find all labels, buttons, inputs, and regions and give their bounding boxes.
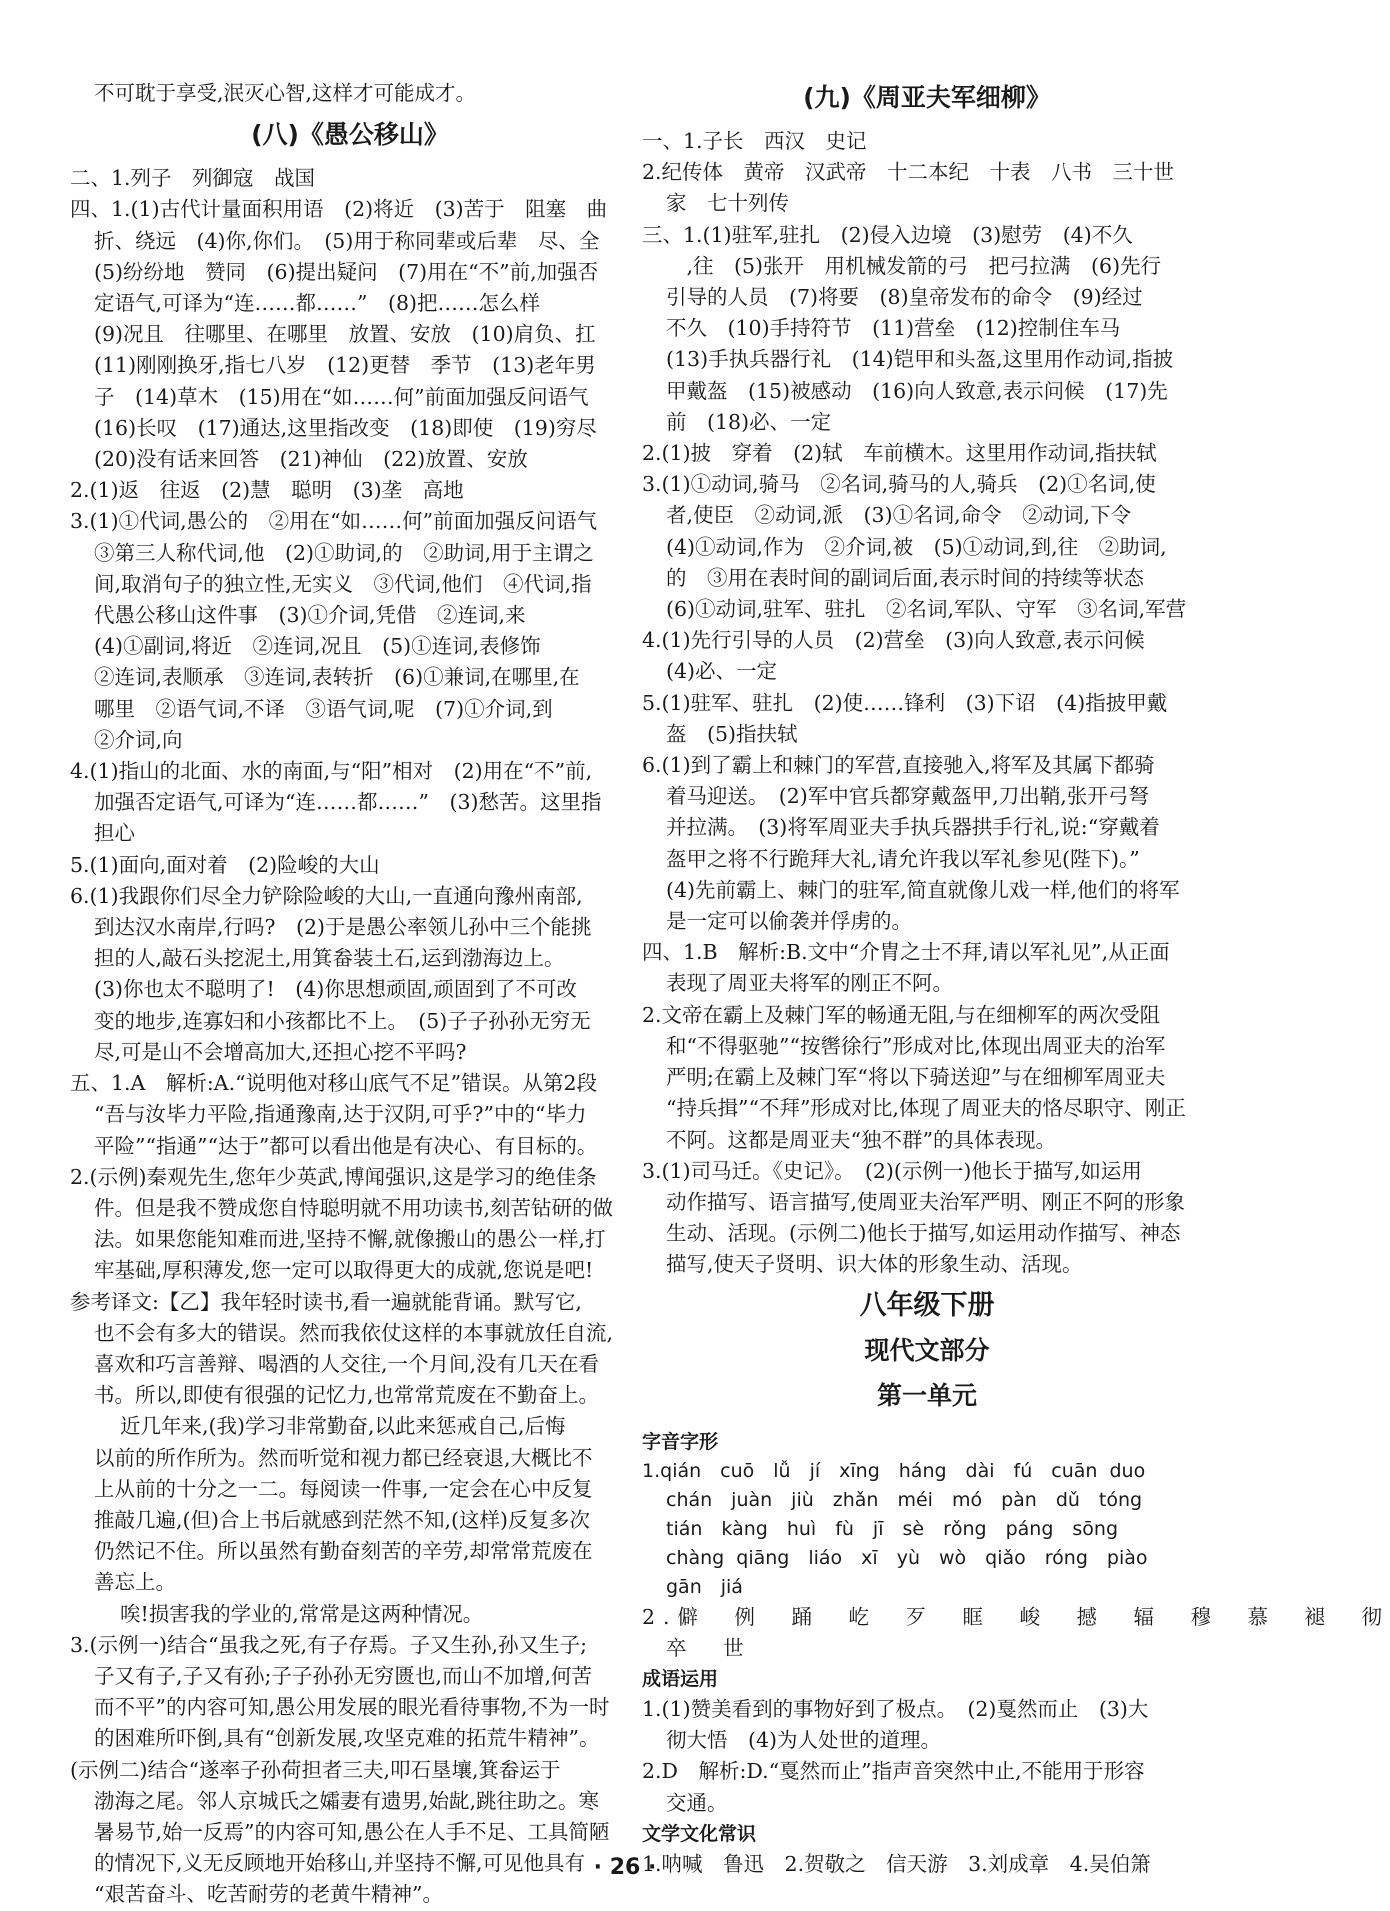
answer-line: 代愚公移山这件事 (3)①介词,凭借 ②连词,来 xyxy=(94,603,526,628)
answer-line: 交通。 xyxy=(666,1790,728,1815)
answer-line: 参考译文:【乙】我年轻时读书,看一遍就能背诵。默写它, xyxy=(70,1289,582,1314)
answer-line: 善忘上。 xyxy=(94,1570,176,1595)
section-title-zhouyafu: (九)《周亚夫军细柳》 xyxy=(803,83,1051,112)
answer-line: 4.(1)先行引导的人员 (2)营垒 (3)向人致意,表示问候 xyxy=(642,628,1145,653)
answer-line: 四、1.B 解析:B.文中“介胄之士不拜,请以军礼见”,从正面 xyxy=(642,940,1170,965)
answer-line: 喜欢和巧言善辩、喝酒的人交往,一个月间,没有几天在看 xyxy=(94,1351,600,1376)
answer-line: chán juàn jiù zhǎn méi mó pàn dǔ tóng xyxy=(666,1488,1143,1511)
answer-line: 不久 (10)手持符节 (11)营垒 (12)控制住车马 xyxy=(666,316,1121,341)
answer-line: 5.(1)驻军、驻扎 (2)使……锋利 (3)下诏 (4)指披甲戴 xyxy=(642,690,1168,715)
answer-line: 3.(1)①动词,骑马 ②名词,骑马的人,骑兵 (2)①名词,使 xyxy=(642,472,1156,497)
answer-line: “持兵揖”“不拜”形成对比,体现了周亚夫的恪尽职守、刚正 xyxy=(666,1096,1186,1121)
answer-line: 暑易节,始一反焉”的内容可知,愚公在人手不足、工具简陋 xyxy=(94,1819,610,1844)
answer-line: ③第三人称代词,他 (2)①助词,的 ②助词,用于主谓之 xyxy=(94,540,594,565)
answer-line: 平险”“指通”“达于”都可以看出他是有决心、有目标的。 xyxy=(94,1133,598,1158)
answer-line: (6)①动词,驻军、驻扎 ②名词,军队、守军 ③名词,军营 xyxy=(666,597,1187,622)
answer-line: 子 (14)草木 (15)用在“如……何”前面加强反问语气 xyxy=(94,384,589,409)
answer-line: 前 (18)必、一定 xyxy=(666,409,832,434)
answer-line: (16)长叹 (17)通达,这里指改变 (18)即使 (19)穷尽 xyxy=(94,415,597,440)
answer-line: 哪里 ②语气词,不译 ③语气词,呢 (7)①介词,到 xyxy=(94,696,553,721)
answer-line: 5.(1)面向,面对着 (2)险峻的大山 xyxy=(70,852,380,877)
answer-line: 的情况下,义无反顾地开始移山,并坚持不懈,可见他具有 xyxy=(94,1851,586,1876)
answer-line: 严明;在霸上及棘门军“将以下骑送迎”与在细柳军周亚夫 xyxy=(666,1065,1166,1090)
answer-line: 仍然记不住。所以虽然有勤奋刻苦的辛劳,却常常荒废在 xyxy=(94,1539,593,1564)
answer-line: 件。但是我不赞成您自恃聪明就不用功读书,刻苦钻研的做 xyxy=(94,1195,614,1220)
answer-line: 彻大悟 (4)为人处世的道理。 xyxy=(666,1728,942,1753)
answer-line: 书。所以,即使有很强的记忆力,也常常荒废在不勤奋上。 xyxy=(94,1383,600,1408)
answer-line: (4)必、一定 xyxy=(666,659,778,684)
answer-line: (示例二)结合“遂率子孙荷担者三夫,叩石垦壤,箕畚运于 xyxy=(70,1757,561,1782)
answer-line: 描写,使天子贤明、识大体的形象生动、活现。 xyxy=(666,1252,1083,1277)
answer-line: 变的地步,连寡妇和小孩都比不上。 (5)子子孙孙无穷无 xyxy=(94,1008,591,1033)
answer-line: 6.(1)我跟你们尽全力铲除险峻的大山,一直通向豫州南部, xyxy=(70,883,583,908)
literary-heading: 文学文化常识 xyxy=(642,1822,757,1845)
answer-line: 担心 xyxy=(94,821,135,846)
answer-line: 2.僻 例 踊 屹 歹 眶 峻 撼 辐 穆 慕 褪 彻 xyxy=(642,1604,1390,1629)
answer-line: (4)先前霸上、棘门的驻军,简直就像儿戏一样,他们的将军 xyxy=(666,877,1180,902)
answer-line: 家 七十列传 xyxy=(666,191,789,216)
answer-line: 者,使臣 ②动词,派 (3)①名词,命令 ②动词,下令 xyxy=(666,503,1132,528)
answer-line: 生动、活现。(示例二)他长于描写,如运用动作描写、神态 xyxy=(666,1221,1181,1246)
answer-line: 担的人,敲石头挖泥土,用箕畚装土石,运到渤海边上。 xyxy=(94,946,565,971)
answer-line: (5)纷纷地 赞同 (6)提出疑问 (7)用在“不”前,加强否 xyxy=(94,259,599,284)
part-title: 现代文部分 xyxy=(864,1335,990,1365)
answer-line: (13)手执兵器行礼 (14)铠甲和头盔,这里用作动词,指披 xyxy=(666,347,1174,372)
chars-lines xyxy=(642,1602,1390,1664)
answer-line: 2.文帝在霸上及棘门军的畅通无阻,与在细柳军的两次受阻 xyxy=(642,1002,1161,1027)
answer-line: 的困难所吓倒,具有“创新发展,攻坚克难的拓荒牛精神”。 xyxy=(94,1726,600,1751)
answer-line: gān jiá xyxy=(666,1575,743,1598)
answer-line: 2.(1)披 穿着 (2)轼 车前横木。这里用作动词,指扶轼 xyxy=(642,441,1157,466)
answer-line: 动作描写、语言描写,使周亚夫治军严明、刚正不阿的形象 xyxy=(666,1189,1186,1214)
answer-line: 6.(1)到了霸上和棘门的军营,直接驰入,将军及其属下都骑 xyxy=(642,753,1155,778)
answer-line: 3.(示例一)结合“虽我之死,有子存焉。子又生孙,孙又生子; xyxy=(70,1632,587,1657)
answer-line: 盔 (5)指扶轼 xyxy=(666,721,798,746)
answer-line: 3.(1)①代词,愚公的 ②用在“如……何”前面加强反问语气 xyxy=(70,509,598,534)
answer-line: 二、1.列子 列御寇 战国 xyxy=(70,166,316,191)
answer-line: 渤海之尾。邻人京城氏之孀妻有遗男,始龀,跳往助之。寒 xyxy=(94,1788,600,1813)
answer-line: 引导的人员 (7)将要 (8)皇帝发布的命令 (9)经过 xyxy=(666,285,1143,310)
answer-line: 以前的所作所为。然而听觉和视力都已经衰退,大概比不 xyxy=(94,1445,593,1470)
answer-line: “艰苦奋斗、吃苦耐劳的老黄牛精神”。 xyxy=(94,1882,443,1907)
answer-line: 2.纪传体 黄帝 汉武帝 十二本纪 十表 八书 三十世 xyxy=(642,160,1175,185)
answer-line: 2.D 解析:D.“戛然而止”指声音突然中止,不能用于形容 xyxy=(642,1759,1145,1784)
right-column xyxy=(642,78,1390,1880)
answer-line: 卒 世 xyxy=(666,1635,752,1660)
answer-line: 五、1.A 解析:A.“说明他对移山底气不足”错误。从第2段 xyxy=(70,1071,598,1096)
answer-line: 定语气,可译为“连……都……” (8)把……怎么样 xyxy=(94,291,541,316)
answer-line: 子又有子,子又有孙;子子孙孙无穷匮也,而山不加增,何苦 xyxy=(94,1663,592,1688)
answer-line: 并拉满。 (3)将军周亚夫手执兵器拱手行礼,说:“穿戴着 xyxy=(666,815,1160,840)
answer-line: 的 ③用在表时间的副词后面,表示时间的持续等状态 xyxy=(666,565,1145,590)
intro-line: 不可耽于享受,泯灭心智,这样才可能成才。 xyxy=(94,81,477,105)
answer-line: ②连词,表顺承 ③连词,表转折 (6)①兼词,在哪里,在 xyxy=(94,665,580,690)
left-answer-lines xyxy=(70,163,630,1910)
answer-line: 四、1.(1)古代计量面积用语 (2)将近 (3)苦于 阻塞 曲 xyxy=(70,197,608,222)
left-column xyxy=(70,78,630,1911)
answer-line: ,往 (5)张开 用机械发箭的弓 把弓拉满 (6)先行 xyxy=(666,253,1162,278)
answer-line: 不阿。这都是周亚夫“独不群”的具体表现。 xyxy=(666,1127,1056,1152)
answer-line: 而不平”的内容可知,愚公用发展的眼光看待事物,不为一时 xyxy=(94,1695,610,1720)
answer-line: 甲戴盔 (15)被感动 (16)向人致意,表示问候 (17)先 xyxy=(666,378,1168,403)
answer-line: 法。如果您能知难而进,坚持不懈,就像搬山的愚公一样,打 xyxy=(94,1227,606,1252)
answer-line: 和“不得驱驰”“按辔徐行”形成对比,体现出周亚夫的治军 xyxy=(666,1033,1166,1058)
answer-line: ②介词,向 xyxy=(94,727,183,752)
answer-line: “吾与汝毕力平险,指通豫南,达于汉阴,可乎?”中的“毕力 xyxy=(94,1102,587,1127)
answer-line: tián kàng huì fù jī sè rǒng páng sōng xyxy=(666,1517,1119,1540)
answer-line: 着马迎送。 (2)军中官兵都穿戴盔甲,刀出鞘,张开弓弩 xyxy=(666,784,1149,809)
answer-line: (3)你也太不聪明了! (4)你思想顽固,顽固到了不可改 xyxy=(94,977,577,1002)
answer-line: 唉!损害我的学业的,常常是这两种情况。 xyxy=(120,1601,484,1626)
answer-line: 是一定可以偷袭并俘虏的。 xyxy=(666,909,912,934)
answer-line: 3.(1)司马迁。《史记》。 (2)(示例一)他长于描写,如运用 xyxy=(642,1158,1142,1183)
idiom-lines xyxy=(642,1694,1212,1819)
answer-line: 2.(示例)秦观先生,您年少英武,博闻强识,这是学习的绝佳条 xyxy=(70,1164,597,1189)
answer-line: 上从前的十分之一二。每阅读一件事,一定会在心中反复 xyxy=(94,1476,593,1501)
answer-line: 加强否定语气,可译为“连……都……” (3)愁苦。这里指 xyxy=(94,790,602,815)
pronunciation-heading: 字音字形 xyxy=(642,1430,719,1453)
answer-line: (11)刚刚换牙,指七八岁 (12)更替 季节 (13)老年男 xyxy=(94,353,596,378)
answer-line: 盔甲之将不行跪拜大礼,请允许我以军礼参见(陛下)。” xyxy=(666,846,1140,871)
idiom-heading: 成语运用 xyxy=(642,1667,719,1690)
answer-line: 推敲几遍,(但)合上书后就感到茫然不知,(这样)反复多次 xyxy=(94,1507,591,1532)
answer-line: 间,取消句子的独立性,无实义 ③代词,他们 ④代词,指 xyxy=(94,571,592,596)
page-number: · 26 · xyxy=(593,1855,657,1880)
right-answer-lines xyxy=(642,126,1212,1281)
answer-line: 1.(1)赞美看到的事物好到了极点。 (2)戛然而止 (3)大 xyxy=(642,1696,1149,1721)
answer-line: (9)况且 往哪里、在哪里 放置、安放 (10)肩负、扛 xyxy=(94,322,596,347)
answer-line: 也不会有多大的错误。然而我依仗这样的本事就放任自流, xyxy=(94,1320,614,1345)
answer-line: 尽,可是山不会增高加大,还担心挖不平吗? xyxy=(94,1039,467,1064)
section-title-yugong: (八)《愚公移山》 xyxy=(251,120,449,150)
unit-title: 第一单元 xyxy=(876,1380,977,1410)
answer-line: 表现了周亚夫将军的刚正不阿。 xyxy=(666,971,953,996)
answer-line: 牢基础,厚积薄发,您一定可以取得更大的成就,您说是吧! xyxy=(94,1258,594,1283)
answer-line: 折、绕远 (4)你,你们。 (5)用于称同辈或后辈 尽、全 xyxy=(94,228,600,253)
answer-line: (4)①副词,将近 ②连词,况且 (5)①连词,表修饰 xyxy=(94,634,541,659)
answer-line: 4.(1)指山的北面、水的南面,与“阳”相对 (2)用在“不”前, xyxy=(70,759,593,784)
answer-line: 到达汉水南岸,行吗? (2)于是愚公率领儿孙中三个能挑 xyxy=(94,915,592,940)
answer-line: 1.呐喊 鲁迅 2.贺敬之 信天游 3.刘成章 4.吴伯箫 xyxy=(642,1851,1151,1876)
answer-line: chàng qiāng liáo xī yù wò qiǎo róng piào xyxy=(666,1546,1148,1569)
grade-title: 八年级下册 xyxy=(859,1289,995,1321)
pinyin-lines xyxy=(642,1457,1212,1602)
answer-line: 三、1.(1)驻军,驻扎 (2)侵入边境 (3)慰劳 (4)不久 xyxy=(642,222,1133,247)
answer-line: (4)①动词,作为 ②介词,被 (5)①动词,到,往 ②助词, xyxy=(666,534,1167,559)
answer-line: 一、1.子长 西汉 史记 xyxy=(642,129,867,153)
answer-line: (20)没有话来回答 (21)神仙 (22)放置、安放 xyxy=(94,447,528,472)
answer-line: 近几年来,(我)学习非常勤奋,以此来惩戒自己,后悔 xyxy=(120,1414,566,1439)
answer-line: 1.qián cuō lǚ jí xīng háng dài fú cuān duo xyxy=(642,1459,1146,1482)
answer-line: 2.(1)返 往返 (2)慧 聪明 (3)垄 高地 xyxy=(70,478,464,503)
